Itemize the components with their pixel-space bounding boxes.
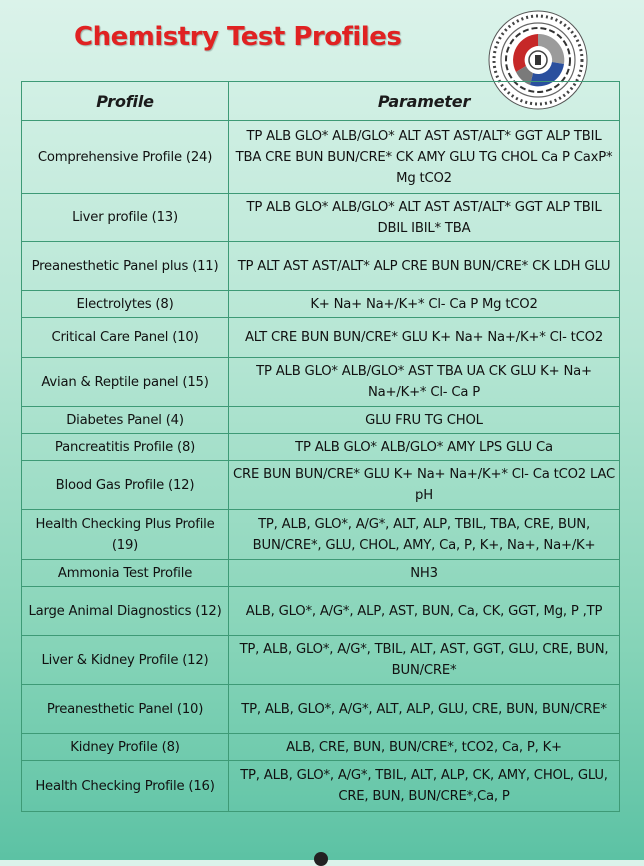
profile-column-header: Profile: [22, 82, 229, 121]
profile-cell: Critical Care Panel (10): [22, 318, 229, 358]
parameter-cell: TP, ALB, GLO*, A/G*, TBIL, ALT, ALP, CK, AMY, CHOL, GLU, CRE, BUN, BUN/CRE*,Ca, P: [229, 761, 620, 812]
parameter-cell: ALT CRE BUN BUN/CRE* GLU K+ Na+ Na+/K+* Cl- tCO2: [229, 318, 620, 358]
parameter-column-header: Parameter: [229, 82, 620, 121]
parameter-cell: TP, ALB, GLO*, A/G*, ALT, ALP, TBIL, TBA, CRE, BUN, BUN/CRE*, GLU, CHOL, AMY, Ca, P, K+, Na+, Na+/K+: [229, 510, 620, 560]
parameter-cell: ALB, GLO*, A/G*, ALP, AST, BUN, Ca, CK, GGT, Mg, P ,TP: [229, 587, 620, 636]
table-row: [22, 636, 620, 685]
chemistry-profiles-table: [21, 81, 620, 812]
table-header-row: [22, 82, 620, 121]
parameter-cell: NH3: [229, 560, 620, 587]
profile-cell: Preanesthetic Panel (10): [22, 685, 229, 734]
parameter-cell: GLU FRU TG CHOL: [229, 407, 620, 434]
table-row: [22, 291, 620, 318]
profile-cell: Health Checking Profile (16): [22, 761, 229, 812]
parameter-cell: TP ALB GLO* ALB/GLO* ALT AST AST/ALT* GGT ALP TBIL DBIL IBIL* TBA: [229, 194, 620, 242]
parameter-cell: CRE BUN BUN/CRE* GLU K+ Na+ Na+/K+* Cl- Ca tCO2 LAC pH: [229, 461, 620, 510]
table-row: [22, 734, 620, 761]
profile-cell: Diabetes Panel (4): [22, 407, 229, 434]
parameter-cell: TP, ALB, GLO*, A/G*, TBIL, ALT, AST, GGT, GLU, CRE, BUN, BUN/CRE*: [229, 636, 620, 685]
parameter-cell: TP ALB GLO* ALB/GLO* AMY LPS GLU Ca: [229, 434, 620, 461]
profile-cell: Comprehensive Profile (24): [22, 121, 229, 194]
profile-cell: Liver profile (13): [22, 194, 229, 242]
profile-cell: Electrolytes (8): [22, 291, 229, 318]
profile-cell: Health Checking Plus Profile (19): [22, 510, 229, 560]
table-row: [22, 510, 620, 560]
profile-cell: Avian & Reptile panel (15): [22, 358, 229, 407]
table-row: [22, 434, 620, 461]
parameter-cell: TP, ALB, GLO*, A/G*, ALT, ALP, GLU, CRE, BUN, BUN/CRE*: [229, 685, 620, 734]
table-row: [22, 587, 620, 636]
parameter-cell: K+ Na+ Na+/K+* Cl- Ca P Mg tCO2: [229, 291, 620, 318]
table-row: [22, 761, 620, 812]
table-row: [22, 121, 620, 194]
profile-cell: Ammonia Test Profile: [22, 560, 229, 587]
table-row: [22, 358, 620, 407]
page-indicator-dot: [314, 852, 328, 866]
parameter-cell: ALB, CRE, BUN, BUN/CRE*, tCO2, Ca, P, K+: [229, 734, 620, 761]
table-row: [22, 194, 620, 242]
parameter-cell: TP ALT AST AST/ALT* ALP CRE BUN BUN/CRE* CK LDH GLU: [229, 242, 620, 291]
profile-cell: Blood Gas Profile (12): [22, 461, 229, 510]
profile-cell: Liver & Kidney Profile (12): [22, 636, 229, 685]
table-row: [22, 407, 620, 434]
table-row: [22, 461, 620, 510]
parameter-cell: TP ALB GLO* ALB/GLO* AST TBA UA CK GLU K+ Na+ Na+/K+* Cl- Ca P: [229, 358, 620, 407]
page-title: Chemistry Test Profiles: [74, 22, 402, 52]
profile-cell: Large Animal Diagnostics (12): [22, 587, 229, 636]
table-row: [22, 685, 620, 734]
profile-cell: Kidney Profile (8): [22, 734, 229, 761]
table-row: [22, 242, 620, 291]
parameter-cell: TP ALB GLO* ALB/GLO* ALT AST AST/ALT* GGT ALP TBIL TBA CRE BUN BUN/CRE* CK AMY GLU TG CHOL Ca P CaxP* Mg tCO2: [229, 121, 620, 194]
profile-cell: Pancreatitis Profile (8): [22, 434, 229, 461]
table-row: [22, 318, 620, 358]
table-row: [22, 560, 620, 587]
profile-cell: Preanesthetic Panel plus (11): [22, 242, 229, 291]
